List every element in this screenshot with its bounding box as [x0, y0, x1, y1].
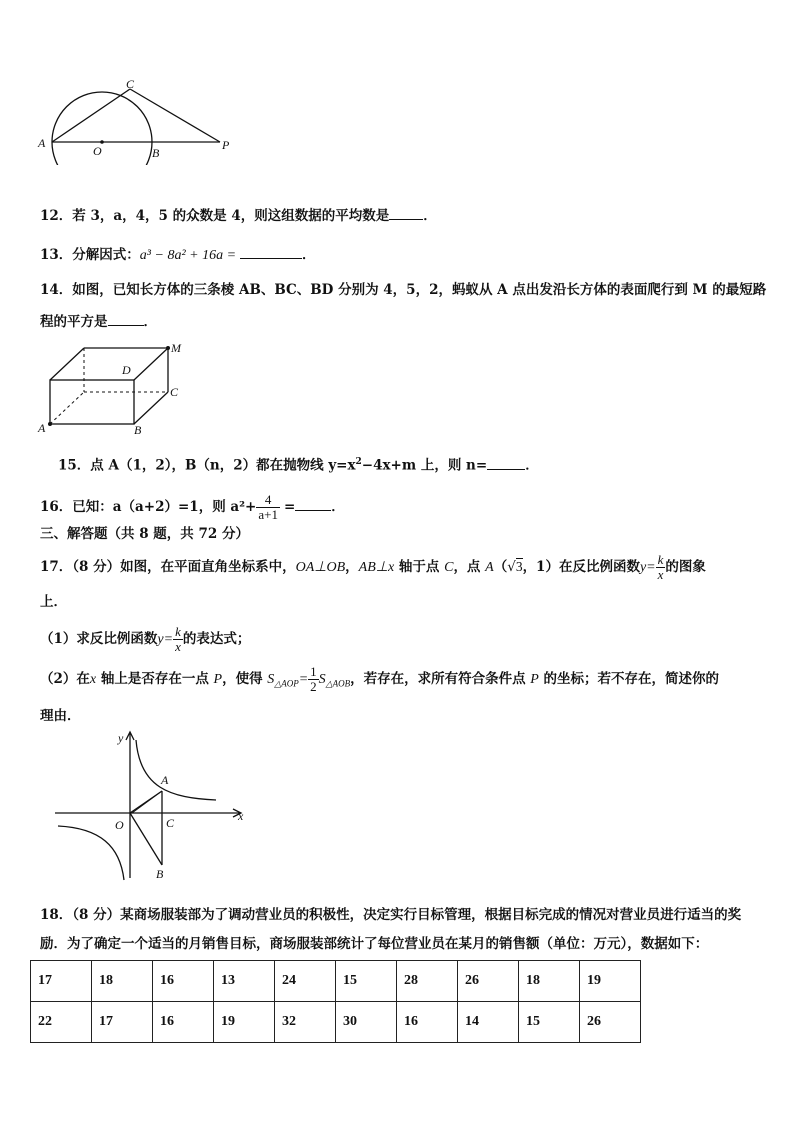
- q17-part1-k-over-x: [173, 625, 183, 654]
- table-cell: 17: [31, 961, 92, 1002]
- question-16: [40, 487, 345, 527]
- section-heading: [40, 524, 249, 544]
- q17-perp-ab-x: AB⊥x: [358, 560, 395, 575]
- table-row: [31, 961, 641, 1002]
- table-cell: 32: [275, 1002, 336, 1043]
- question-18-line2: [40, 934, 708, 954]
- table-cell: 16: [397, 1002, 458, 1043]
- sales-table-body: [31, 961, 641, 1043]
- hyperbola-branch-q3: [58, 826, 124, 880]
- question-18: [40, 905, 741, 925]
- q17-part2-text-d: ，若存在，求所有符合条件点: [350, 671, 531, 687]
- q13-text: 13．分解因式：: [40, 247, 140, 263]
- q17-part2-line2: 理由．: [40, 708, 81, 724]
- table-cell: 19: [580, 961, 641, 1002]
- segment-ob: [130, 813, 162, 865]
- answer-blank: [389, 207, 423, 220]
- sales-table: [30, 960, 641, 1043]
- cuboid-figure: [34, 340, 194, 440]
- table-cell: 18: [92, 961, 153, 1002]
- q17-text-d: ，1）在反比例函数: [522, 559, 640, 575]
- label-m: M: [171, 341, 181, 355]
- q17-perp-oa-ob: OA⊥OB: [295, 560, 346, 575]
- q17-half: [308, 665, 319, 694]
- label-x: x: [238, 809, 244, 823]
- q16-equals: =: [283, 499, 296, 515]
- q15-suffix: ．: [525, 457, 539, 474]
- q17-text-c: ，点: [453, 559, 486, 575]
- table-cell: 26: [580, 1002, 641, 1043]
- circle: [52, 92, 152, 165]
- sqrt-symbol: √: [507, 559, 516, 575]
- point-a: [48, 422, 52, 426]
- q17-line2: 上．: [40, 594, 67, 610]
- table-cell: 16: [153, 961, 214, 1002]
- question-13: [40, 245, 316, 266]
- fraction-denominator: a+1: [258, 507, 278, 522]
- label-b: B: [156, 867, 164, 881]
- front-face: [50, 380, 134, 424]
- coordinate-graph-figure: [50, 728, 260, 883]
- fraction-numerator: k: [175, 624, 181, 639]
- chord-ac: [52, 89, 130, 142]
- table-cell: 15: [336, 961, 397, 1002]
- circle-tangent-figure: [30, 75, 240, 165]
- label-b: B: [152, 146, 160, 160]
- q17-point-a: A: [485, 560, 494, 575]
- q14-line1: 14．如图，已知长方体的三条棱 AB、BC、BD 分别为 4，5，2，蚂蚁从 A 点出发沿长方体的表面爬行到 M 的最短路: [40, 282, 767, 298]
- q17-text: 17．（8 分）如图，在平面直角坐标系中，: [40, 559, 296, 575]
- tangent-line-cp: [130, 89, 220, 142]
- label-y: y: [118, 731, 124, 745]
- label-a: A: [38, 421, 46, 435]
- q17-equals: =: [298, 672, 309, 687]
- answer-blank: [295, 498, 331, 511]
- label-a: A: [38, 136, 46, 150]
- table-cell: 26: [458, 961, 519, 1002]
- hidden-edge: [50, 392, 84, 424]
- edge: [134, 348, 168, 380]
- table-cell: 28: [397, 961, 458, 1002]
- answer-blank: [240, 246, 302, 259]
- table-cell: 13: [214, 961, 275, 1002]
- q17-part2-text: （2）在: [40, 671, 90, 687]
- question-14-line2: [40, 312, 157, 332]
- q17-area-aop-sub: △AOP: [274, 678, 299, 689]
- q13-suffix: ．: [302, 247, 316, 263]
- q15-superscript: 2: [355, 457, 362, 467]
- q17-area-aob-sub: △AOB: [325, 678, 351, 689]
- table-cell: 17: [92, 1002, 153, 1043]
- edge: [134, 392, 168, 424]
- q12-suffix: ．: [423, 208, 437, 224]
- q17-text-e: 的图象: [665, 559, 706, 575]
- table-cell: 18: [519, 961, 580, 1002]
- label-p: P: [222, 138, 230, 152]
- table-cell: 19: [214, 1002, 275, 1043]
- table-cell: 14: [458, 1002, 519, 1043]
- q16-fraction: [256, 493, 280, 522]
- point-m: [166, 346, 170, 350]
- table-cell: 22: [31, 1002, 92, 1043]
- q14-suffix: ．: [143, 314, 157, 330]
- q17-part1-text: （1）求反比例函数: [40, 631, 158, 647]
- q17-part1-y-equals: y=: [157, 632, 174, 647]
- q17-area-aop: S: [267, 672, 275, 687]
- q17-y-equals: y=: [639, 560, 656, 575]
- fraction-numerator: 4: [256, 493, 280, 508]
- table-row: [31, 1002, 641, 1043]
- q18-line1: 18．（8 分）某商场服装部为了调动营业员的积极性，决定实行目标管理，根据目标完成的情况对营业员进行适当的奖: [40, 907, 742, 923]
- q17-comma: ，: [345, 559, 359, 575]
- q17-part2-text-b: 轴上是否存在一点: [96, 671, 214, 687]
- label-o: O: [115, 818, 124, 832]
- q17-point-p: P: [213, 672, 223, 687]
- q18-line2: 励．为了确定一个适当的月销售目标，商场服装部统计了每位营业员在某月的销售额（单位：万元），数据如下：: [40, 936, 709, 952]
- label-c: C: [126, 77, 135, 91]
- q17-point-c: C: [444, 560, 454, 575]
- edge: [50, 348, 84, 380]
- question-12: [40, 206, 437, 226]
- question-17: [40, 550, 706, 585]
- q17-paren: （: [493, 559, 508, 575]
- table-cell: 15: [519, 1002, 580, 1043]
- q13-expression: a³ − 8a² + 16a =: [139, 248, 237, 263]
- hyperbola-branch-q1: [136, 740, 216, 800]
- question-17-part2-line2: [40, 706, 81, 726]
- table-cell: 24: [275, 961, 336, 1002]
- label-o: O: [93, 144, 102, 158]
- q17-point-p-2: P: [530, 672, 539, 687]
- label-d: D: [122, 363, 131, 377]
- q17-sqrt-value: 3: [515, 559, 523, 574]
- fraction-numerator: k: [657, 552, 664, 567]
- label-a: A: [161, 773, 169, 787]
- question-14: [40, 280, 766, 300]
- answer-blank: [108, 313, 144, 326]
- segment-ab-slant: [132, 791, 162, 813]
- q14-line2-text: 程的平方是: [40, 314, 108, 330]
- question-17-part1: [40, 622, 250, 657]
- question-15: [58, 452, 539, 476]
- q15-text-mid: −4x+m 上，则 n=: [361, 457, 488, 474]
- fraction-numerator: 1: [310, 664, 317, 679]
- question-17-part2: [40, 662, 719, 701]
- label-b: B: [134, 423, 142, 437]
- q17-part1-suffix: 的表达式；: [182, 631, 251, 647]
- q15-text: 15．点 A（1，2），B（n，2）都在抛物线 y=x: [58, 457, 356, 474]
- q17-text-b: 轴于点: [394, 559, 445, 575]
- q17-x-var: x: [89, 672, 97, 687]
- label-c: C: [170, 385, 179, 399]
- fraction-denominator: 2: [310, 679, 317, 694]
- q16-text: 16．已知：a（a+2）=1，则 a²+: [40, 499, 257, 515]
- section-title: 三、解答题（共 8 题，共 72 分）: [40, 526, 249, 542]
- label-c: C: [166, 816, 175, 830]
- table-cell: 16: [153, 1002, 214, 1043]
- fraction-denominator: x: [657, 567, 664, 582]
- table-cell: 30: [336, 1002, 397, 1043]
- q17-part2-text-c: ，使得: [222, 671, 268, 687]
- answer-blank: [487, 457, 525, 470]
- q16-suffix: ．: [331, 499, 345, 515]
- q17-k-over-x: [656, 553, 666, 582]
- q12-text: 12．若 3，a，4，5 的众数是 4，则这组数据的平均数是: [40, 208, 390, 224]
- question-17-line2: [40, 592, 67, 612]
- q17-part2-text-e: 的坐标；若不存在，简述你的: [538, 671, 720, 687]
- q17-area-aob: S: [318, 672, 326, 687]
- fraction-denominator: x: [175, 639, 181, 654]
